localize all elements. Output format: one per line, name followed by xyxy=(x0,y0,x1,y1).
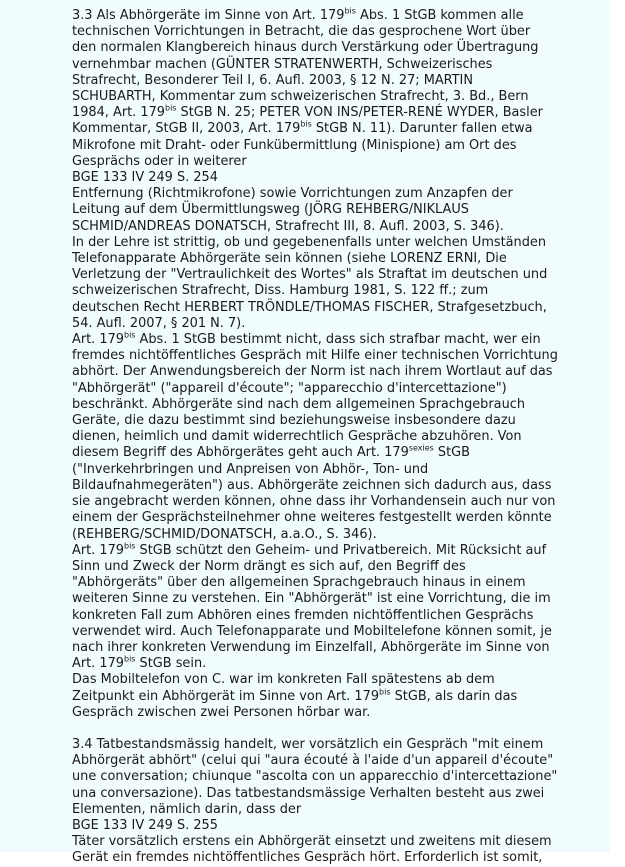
superscript-bis: bis xyxy=(123,330,136,340)
superscript-bis: bis xyxy=(300,120,312,130)
text-run: StGB, als darin das Gespräch zwischen zwei Personen hörbar war. xyxy=(72,688,518,720)
paragraph-purpose xyxy=(72,543,558,673)
superscript-sexies: sexies xyxy=(408,444,434,454)
page-margin xyxy=(610,0,625,852)
paragraph-3-4: 3.4 Tatbestandsmässig handelt, wer vorsätzlich ein Gespräch "mit einem Abhörgerät abhört" (celui qui "aura écouté à l'aide d'un appareil d'écoute" une conversation; chiunque "ascolta con un apparecchio d'intercettazione" una conversazione). Das tatbestandsmässige Verhalten besteht aus zwei Elementen, nämlich darin, dass der xyxy=(72,736,558,817)
text-run: Art. 179 xyxy=(72,332,124,348)
text-run: Abs. 1 StGB kommen alle technischen Vorrichtungen in Betracht, die das gesprochene Wort über den normalen Klangbereich hinaus durch Verstärkung oder Übertragung vernehmbar machen (GÜNTER STRATENWERTH, Schweizerisches Strafrecht, Besonderer Teil I, 6. Aufl. 2003, § 12 N. 27; MARTIN SCHUBARTH, Kommentar zum schweizerischen Strafrecht, 3. Bd., Bern 1984, Art. 179 xyxy=(72,8,539,121)
text-run: StGB ("Inverkehrbringen und Anpreisen von Abhör-, Ton- und Bildaufnahmegeräten") aus. Abhörgeräte zeichnen sich dadurch aus, dass sie angebracht werden können, ohne dass ihr Vorhandensein auch nur von einem der Gesprächsteilnehmer ohne weiteres festgestellt werden könnte (REHBERG/SCHMID/DONATSCH, a.a.O., S. 346). xyxy=(72,445,556,542)
text-run: Abs. 1 StGB bestimmt nicht, dass sich strafbar macht, wer ein fremdes nichtöffentliches Gespräch mit Hilfe einer technischen Vorrichtung abhört. Der Anwendungsbereich der Norm ist nach ihrem Wortlaut auf das "Abhörgerät" ("appareil d'écoute"; "apparecchio d'intercettazione") beschränkt. Abhörgeräte sind nach dem allgemeinen Sprachgebrauch Geräte, die dazu bestimmt sind beziehungsweise insbesondere dazu dienen, heimlich und damit widerrechtlich Gespräche abzuhören. Von diesem Begriff des Abhörgerätes geht auch Art. 179 xyxy=(72,332,558,461)
text-run: StGB N. 25; PETER VON INS/PETER-RENÉ WYDER, Basler Kommentar, StGB II, 2003, Art. 179 xyxy=(72,105,543,137)
document-body xyxy=(72,8,558,867)
paragraph-3-3 xyxy=(72,8,558,170)
text-run: Art. 179 xyxy=(72,542,124,558)
paragraph-norm xyxy=(72,332,558,543)
page-reference-254: BGE 133 IV 249 S. 254 xyxy=(72,170,218,186)
superscript-bis: bis xyxy=(123,654,136,664)
text-run: Das Mobiltelefon von C. war im konkreten Fall spätestens ab dem Zeitpunkt ein Abhörgerät im Sinne von Art. 179 xyxy=(72,672,495,704)
text-run: StGB sein. xyxy=(135,656,207,672)
paragraph-doctrine: In der Lehre ist strittig, ob und gegebenenfalls unter welchen Umständen Telefonapparate Abhörgeräte sein können (siehe LORENZ ERNI, Die Verletzung der "Vertraulichkeit des Wortes" als Straftat im deutschen und schweizerischen Strafrecht, Diss. Hamburg 1981, S. 122 ff.; zum deutschen Recht HERBERT TRÖNDLE/THOMAS FISCHER, Strafgesetzbuch, 54. Aufl. 2007, § 201 N. 7). xyxy=(72,234,548,331)
paragraph-3-4-continuation: Täter vorsätzlich erstens ein Abhörgerät einsetzt und zweitens mit diesem Gerät ein fremdes nichtöffentliches Gespräch hört. Erforderlich ist somit, xyxy=(72,834,552,866)
superscript-bis: bis xyxy=(379,687,391,697)
paragraph-case xyxy=(72,672,558,721)
text-run: StGB N. 11). Darunter fallen etwa Mikrofone mit Draht- oder Funkübermittlung (Minispione) am Ort des Gesprächs oder in weiterer xyxy=(72,121,533,169)
text-run: 3.3 Als Abhörgeräte im Sinne von Art. 179 xyxy=(72,8,345,23)
text-run: StGB schützt den Geheim- und Privatbereich. Mit Rücksicht auf Sinn und Zweck der Norm drängt es sich auf, den Begriff des "Abhörgeräts" über den allgemeinen Sprachgebrauch hinaus in einem weiteren Sinne zu verstehen. Ein "Abhörgerät" ist eine Vorrichtung, die im konkreten Fall zum Abhören eines fremden nichtöffentlichen Gesprächs verwendet wird. Auch Telefonapparate und Mobiltelefone können somit, je nach ihrer konkreten Verwendung im Einzelfall, Abhörgeräte im Sinne von Art. 179 xyxy=(72,542,552,672)
superscript-bis: bis xyxy=(344,6,356,16)
superscript-bis: bis xyxy=(164,103,177,113)
page-reference-255: BGE 133 IV 249 S. 255 xyxy=(72,817,218,833)
superscript-bis: bis xyxy=(123,541,136,551)
paragraph-continuation: Entfernung (Richtmikrofone) sowie Vorrichtungen zum Anzapfen der Leitung auf dem Übermittlungsweg (JÖRG REHBERG/NIKLAUS SCHMID/ANDREAS DONATSCH, Strafrecht III, 8. Aufl. 2003, S. 346). xyxy=(72,186,513,234)
